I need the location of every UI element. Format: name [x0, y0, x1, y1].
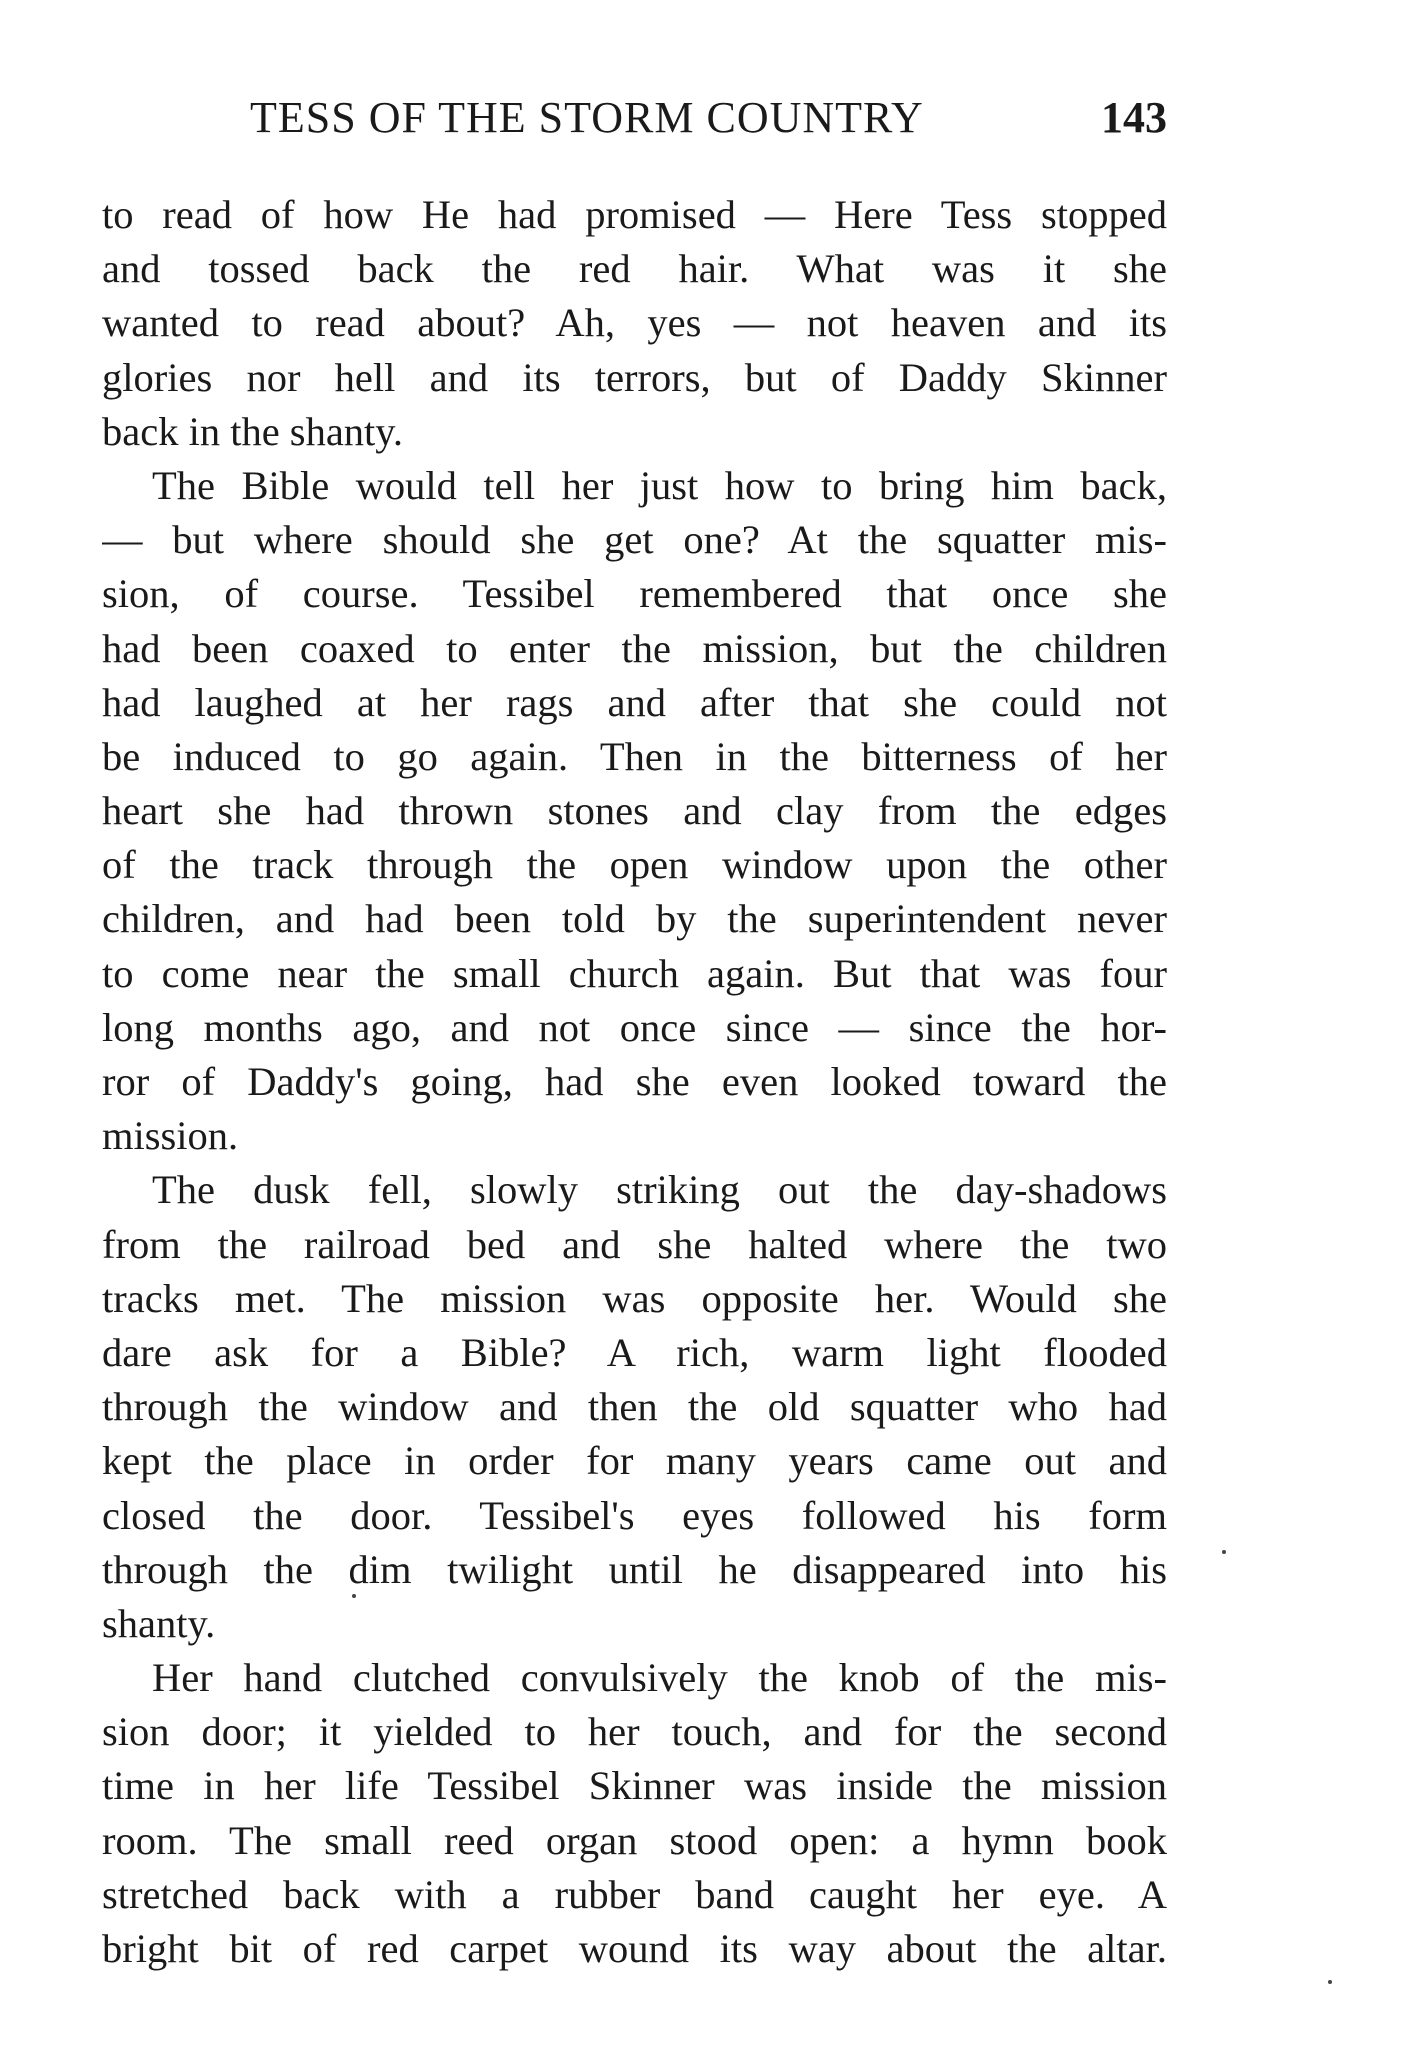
text-line: — but where should she get one? At the squatter mis- — [102, 517, 1167, 563]
running-head — [102, 92, 1167, 152]
text-line: dare ask for a Bible? A rich, warm light flooded — [102, 1329, 1167, 1375]
text-line: bright bit of red carpet wound its way about the altar. — [102, 1926, 1167, 1971]
text-line: Her hand clutched convulsively the knob of the mis- — [152, 1655, 1167, 1701]
text-line: tracks met. The mission was opposite her. Would she — [102, 1275, 1167, 1321]
print-speck — [352, 1594, 356, 1598]
text-line: sion, of course. Tessibel remembered that once she — [102, 571, 1167, 617]
paragraph-1 — [102, 188, 1167, 459]
text-line: of the track through the open window upon the other — [102, 842, 1167, 888]
text-line: be induced to go again. Then in the bitterness of her — [102, 733, 1167, 779]
text-line: sion door; it yielded to her touch, and for the second — [102, 1709, 1167, 1755]
text-line: ror of Daddy's going, had she even looked toward the — [102, 1059, 1167, 1104]
print-speck — [1328, 1980, 1332, 1984]
text-line: back in the shanty. — [102, 408, 404, 454]
running-title: TESS OF THE STORM COUNTRY — [250, 93, 924, 142]
text-line: glories nor hell and its terrors, but of Daddy Skinner — [102, 354, 1167, 400]
text-line: to read of how He had promised — Here Tess stopped — [102, 192, 1167, 237]
text-line: stretched back with a rubber band caught her eye. A — [102, 1871, 1167, 1917]
text-line: had been coaxed to enter the mission, but the children — [102, 625, 1167, 671]
text-line: from the railroad bed and she halted where the two — [102, 1221, 1167, 1267]
paragraph-4 — [102, 1651, 1167, 1976]
text-line: closed the door. Tessibel's eyes followed his form — [102, 1492, 1167, 1538]
text-line: wanted to read about? Ah, yes — not heaven and its — [102, 300, 1167, 346]
print-speck — [1222, 1550, 1226, 1554]
text-line: through the dim twilight until he disappeared into his — [102, 1546, 1167, 1592]
text-line: through the window and then the old squatter who had — [102, 1384, 1167, 1430]
text-line: kept the place in order for many years came out and — [102, 1438, 1167, 1484]
text-line: long months ago, and not once since — since the hor- — [102, 1004, 1167, 1050]
paragraph-3 — [102, 1163, 1167, 1651]
text-line: and tossed back the red hair. What was it she — [102, 246, 1167, 292]
paragraph-2 — [102, 459, 1167, 1163]
text-line: to come near the small church again. But that was four — [102, 950, 1167, 996]
body-text — [102, 188, 1167, 1976]
text-line: The dusk fell, slowly striking out the day-shadows — [152, 1167, 1167, 1213]
text-line: shanty. — [102, 1600, 216, 1646]
text-line: had laughed at her rags and after that she could not — [102, 679, 1167, 725]
text-line: The Bible would tell her just how to bring him back, — [152, 462, 1167, 508]
text-line: room. The small reed organ stood open: a hymn book — [102, 1817, 1167, 1863]
page-number: 143 — [1101, 93, 1167, 142]
text-line: mission. — [102, 1113, 239, 1159]
text-line: time in her life Tessibel Skinner was inside the mission — [102, 1763, 1167, 1809]
text-line: heart she had thrown stones and clay from the edges — [102, 788, 1167, 834]
text-line: children, and had been told by the superintendent never — [102, 896, 1167, 942]
